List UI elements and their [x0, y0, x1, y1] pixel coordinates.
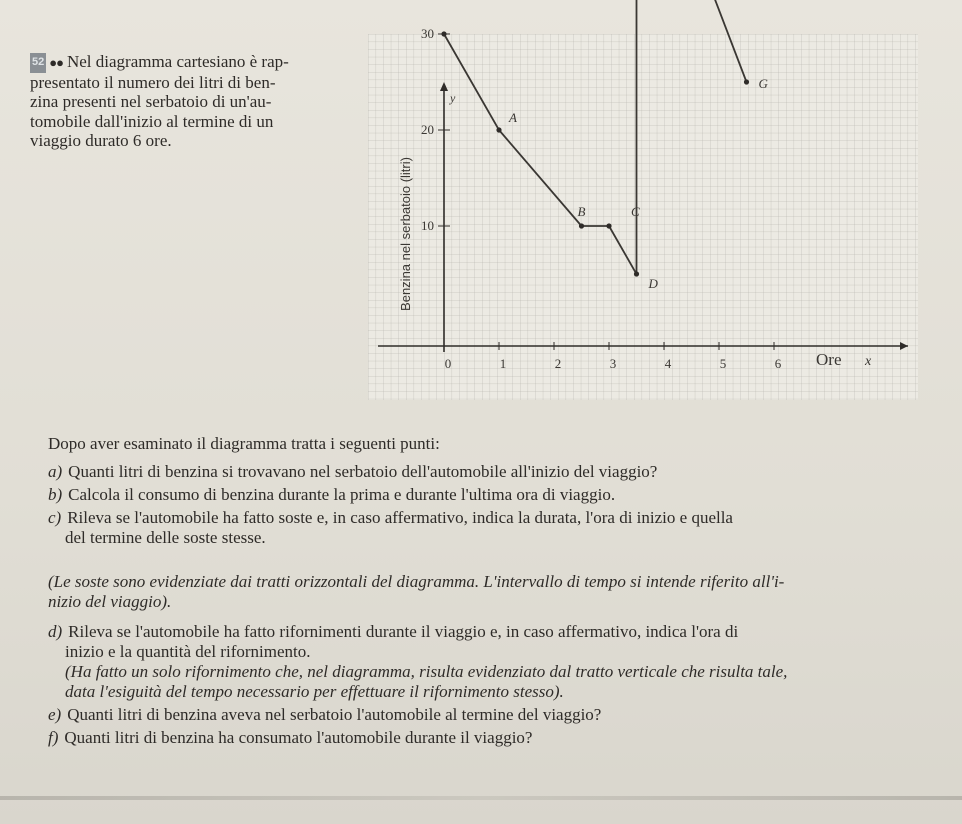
data-point [744, 79, 749, 84]
question-letter: d) [48, 622, 63, 641]
question-text: Calcola il consumo di benzina durante la prima e durante l'ultima ora di viaggio. [68, 485, 616, 504]
fuel-chart-svg [368, 26, 918, 400]
page-bottom-edge [0, 796, 962, 800]
intro-line: Nel diagramma cartesiano è rap- [66, 52, 289, 71]
question-text: Rileva se l'automobile ha fatto rifornimenti durante il viaggio e, in caso affermativo, indica l'ora di [68, 622, 739, 641]
question-c [48, 508, 948, 548]
data-point [496, 127, 501, 132]
questions-block [48, 434, 948, 748]
question-letter: b) [48, 485, 63, 504]
note-text: (Le soste sono evidenziate dai tratti orizzontali del diagramma. L'intervallo di tempo si intende riferito all'i- [48, 572, 785, 591]
difficulty-dots: ●● [49, 55, 63, 70]
question-text: Quanti litri di benzina si trovavano nel serbatoio dell'automobile all'inizio del viaggio? [68, 462, 658, 481]
data-point [606, 223, 611, 228]
x-tick-label: 2 [554, 356, 562, 371]
question-text-cont: inizio e la quantità del rifornimento. [65, 642, 311, 661]
y-axis-letter: y [450, 91, 456, 105]
data-point [634, 271, 639, 276]
x-axis-label: Ore [816, 350, 842, 369]
point-label: G [758, 76, 768, 91]
x-tick-label: 1 [499, 356, 507, 371]
data-point [441, 31, 446, 36]
y-tick-label: 10 [421, 218, 434, 233]
note-text: (Ha fatto un solo rifornimento che, nel diagramma, risulta evidenziato dal tratto verticale che risulta tale, [65, 662, 788, 681]
question-a [48, 462, 948, 482]
point-label: A [509, 110, 517, 125]
x-axis-letter: x [865, 354, 872, 369]
point-label: C [631, 204, 640, 219]
point-label: D [648, 276, 658, 291]
fuel-chart [368, 26, 918, 400]
question-letter: c) [48, 508, 62, 527]
x-tick-label: 5 [719, 356, 727, 371]
y-axis-label: Benzina nel serbatoio (litri) [398, 157, 413, 311]
exercise-intro [30, 52, 370, 151]
question-text: Rileva se l'automobile ha fatto soste e, in caso affermativo, indica la durata, l'ora di inizio e quella [67, 508, 733, 527]
note-text: nizio del viaggio). [48, 592, 172, 611]
x-tick-label: 3 [609, 356, 617, 371]
x-tick-label: 4 [664, 356, 672, 371]
intro-line: zina presenti nel serbatoio di un'au- [30, 92, 272, 111]
question-letter: e) [48, 705, 62, 724]
data-point [579, 223, 584, 228]
y-tick-label: 20 [421, 122, 434, 137]
intro-line: viaggio durato 6 ore. [30, 131, 172, 150]
question-c-note [48, 572, 948, 612]
question-text-cont: del termine delle soste stesse. [65, 528, 266, 547]
question-e [48, 705, 948, 725]
x-tick-label: 0 [444, 356, 452, 371]
note-text: data l'esiguità del tempo necessario per effettuare il rifornimento stesso). [65, 682, 564, 701]
intro-line: tomobile dall'inizio al termine di un [30, 111, 274, 131]
intro-line: presentato il numero dei litri di ben- [30, 72, 276, 92]
question-letter: a) [48, 462, 63, 481]
question-text: Quanti litri di benzina ha consumato l'automobile durante il viaggio? [64, 728, 533, 747]
y-tick-label: 30 [421, 26, 434, 41]
question-text: Quanti litri di benzina aveva nel serbatoio l'automobile al termine del viaggio? [67, 705, 602, 724]
point-label: B [577, 204, 586, 219]
question-f [48, 728, 948, 748]
question-b [48, 485, 948, 505]
questions-intro: Dopo aver esaminato il diagramma tratta i seguenti punti: [48, 434, 440, 453]
grid-paper [368, 34, 918, 400]
question-d [48, 622, 948, 662]
question-d-note [48, 662, 948, 702]
x-tick-label: 6 [774, 356, 782, 371]
exercise-number-badge: 52 [30, 53, 46, 73]
question-letter: f) [48, 728, 59, 747]
